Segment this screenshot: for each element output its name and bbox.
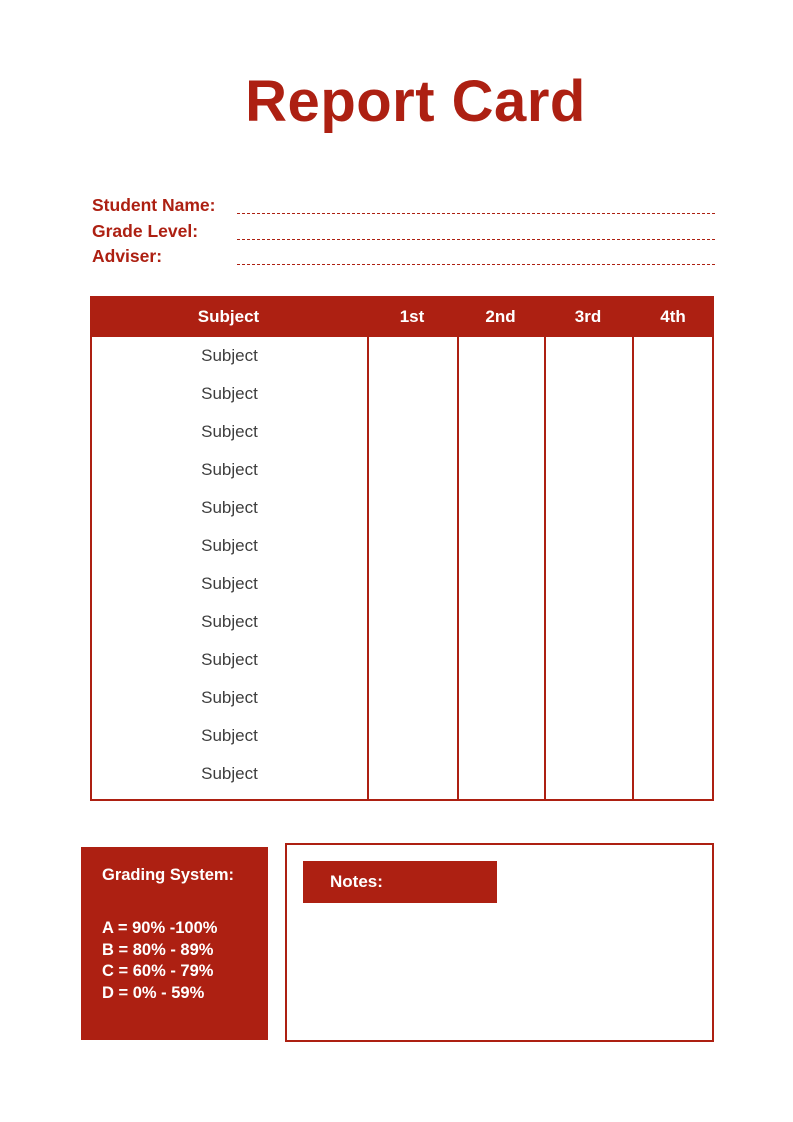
grading-system-box: [81, 847, 268, 1040]
grade-level-field: [92, 218, 715, 243]
subject-cell[interactable]: Subject: [201, 726, 258, 745]
adviser-field: [92, 244, 715, 269]
student-name-blank-line[interactable]: [237, 206, 715, 214]
column-header-3rd: 3rd: [574, 306, 602, 326]
subject-cell[interactable]: Subject: [201, 422, 258, 441]
grade-column-4th[interactable]: [632, 337, 712, 799]
student-name-field: [92, 193, 715, 218]
grading-scale-a: A = 90% -100%: [102, 919, 218, 937]
column-header-4th: 4th: [660, 306, 686, 326]
grade-level-blank-line[interactable]: [237, 232, 715, 240]
grades-table-header: [90, 296, 714, 337]
subject-cell[interactable]: Subject: [201, 384, 258, 403]
subject-cell[interactable]: Subject: [201, 498, 258, 517]
notes-label: Notes:: [330, 872, 383, 891]
column-header-subject: Subject: [197, 306, 260, 326]
grading-system-title: Grading System:: [102, 866, 235, 884]
notes-label-tab: [303, 861, 497, 903]
subject-column: [92, 337, 367, 799]
subject-cell[interactable]: Subject: [201, 688, 258, 707]
grades-table: [90, 296, 714, 801]
adviser-label: Adviser:: [92, 245, 163, 266]
subject-cell[interactable]: Subject: [201, 574, 258, 593]
subject-cell[interactable]: Subject: [201, 460, 258, 479]
grading-scale-c: C = 60% - 79%: [102, 962, 214, 981]
subject-cell[interactable]: Subject: [201, 346, 258, 365]
adviser-blank-line[interactable]: [237, 257, 715, 265]
grading-scale-d: D = 0% - 59%: [102, 983, 205, 1002]
grade-column-3rd[interactable]: [544, 337, 632, 799]
student-name-label: Student Name:: [92, 195, 216, 216]
notes-box[interactable]: [285, 843, 714, 1042]
grading-scale-list: [102, 918, 254, 1004]
subject-cell[interactable]: Subject: [201, 764, 258, 783]
grade-column-2nd[interactable]: [457, 337, 544, 799]
column-header-2nd: 2nd: [485, 306, 516, 326]
grade-column-1st[interactable]: [367, 337, 457, 799]
student-info-section: [92, 193, 715, 269]
subject-cell[interactable]: Subject: [201, 536, 258, 555]
subject-cell[interactable]: Subject: [201, 650, 258, 669]
column-header-1st: 1st: [399, 306, 425, 326]
grades-table-body: [90, 337, 714, 801]
subject-cell[interactable]: Subject: [201, 612, 258, 631]
page-title: Report Card: [245, 69, 586, 134]
grading-scale-b: B = 80% - 89%: [102, 940, 214, 959]
grade-level-label: Grade Level:: [92, 220, 199, 241]
